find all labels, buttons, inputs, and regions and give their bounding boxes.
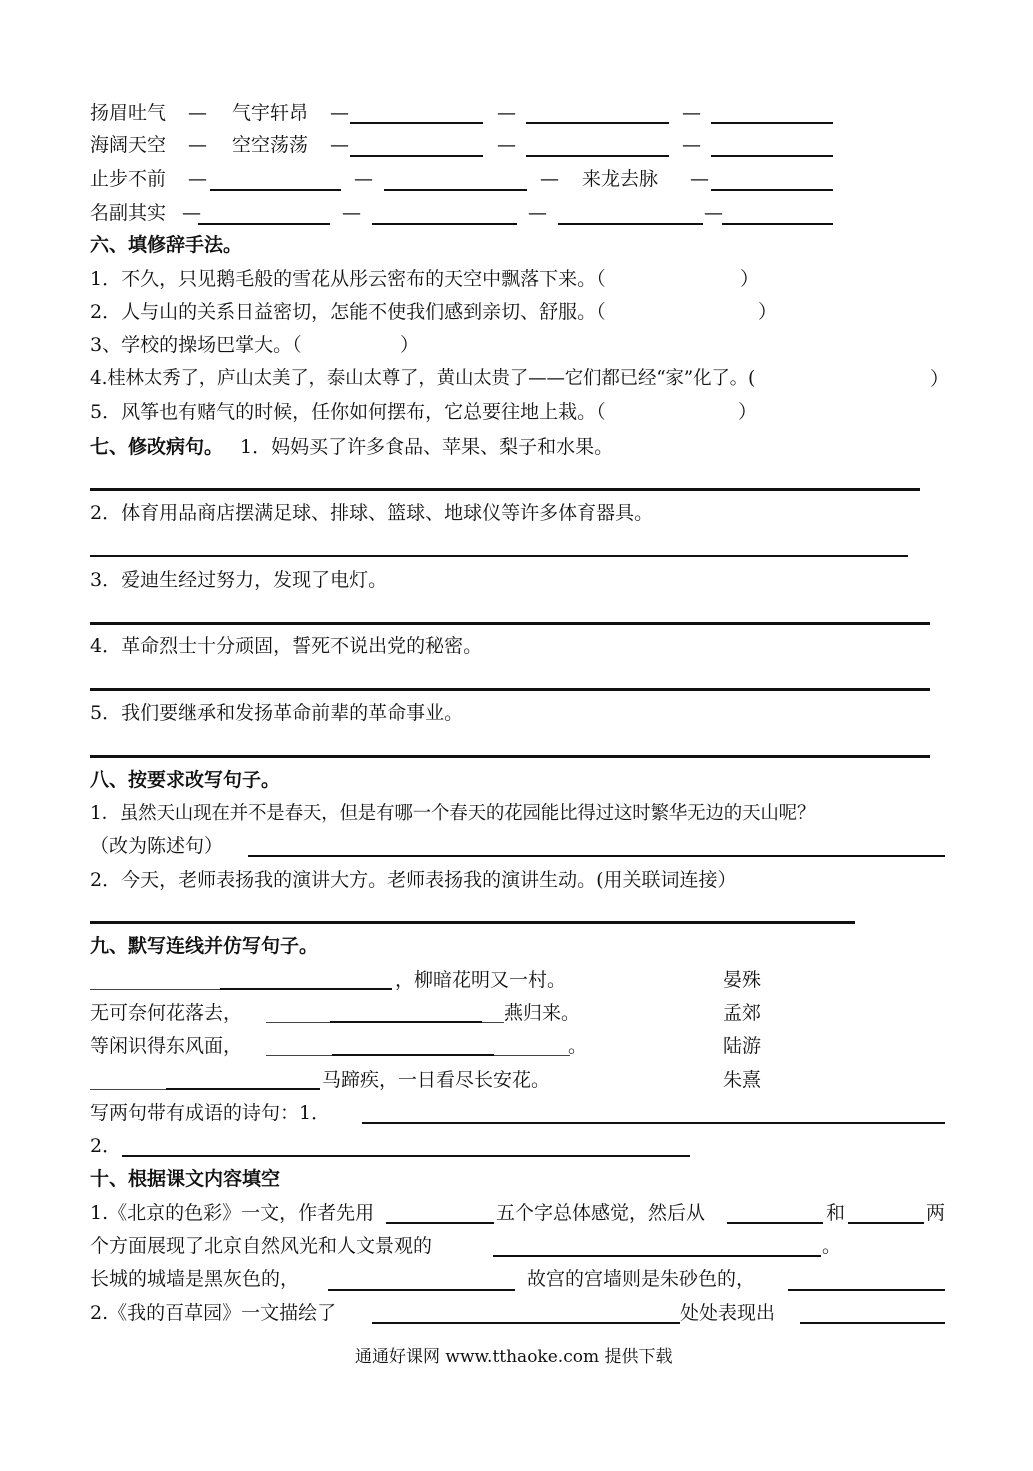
answer-blank-thin[interactable]: [482, 1022, 504, 1023]
dash: —: [704, 202, 723, 224]
close-paren: ）: [400, 334, 420, 356]
s6-q3: 3、学校的操场巴掌大。（: [90, 334, 302, 356]
s8-q2: 2．今天，老师表扬我的演讲大方。老师表扬我的演讲生动。(用关联词连接）: [90, 869, 737, 891]
s9-poem-1: ，柳暗花明又一村。: [395, 969, 567, 991]
author-4: 朱熹: [723, 1069, 762, 1091]
answer-blank[interactable]: [711, 122, 833, 124]
author-1: 晏殊: [723, 969, 762, 991]
dash: —: [690, 168, 709, 190]
answer-line[interactable]: [90, 555, 908, 557]
answer-blank[interactable]: [722, 223, 833, 225]
dash: —: [682, 102, 701, 124]
s7-q2: 2．体育用品商店摆满足球、排球、篮球、地球仪等许多体育器具。: [90, 502, 654, 524]
answer-blank[interactable]: [384, 189, 527, 191]
s8-q1: 1．虽然天山现在并不是春天，但是有哪一个春天的花园能比得过这时繁华无边的天山呢？: [90, 803, 816, 824]
s7-q5: 5．我们要继承和发扬革命前辈的革命事业。: [90, 702, 464, 724]
answer-blank[interactable]: [330, 1021, 482, 1023]
author-3: 陆游: [723, 1035, 762, 1057]
idiom-row-1-b: 气宇轩昂: [232, 102, 309, 124]
answer-blank[interactable]: [328, 1289, 515, 1291]
s9-poem-3b: 。: [568, 1035, 588, 1057]
answer-blank[interactable]: [727, 1222, 823, 1224]
idiom-row-2-a: 海阔天空: [90, 134, 167, 156]
answer-blank[interactable]: [711, 189, 833, 191]
answer-blank[interactable]: [386, 1222, 494, 1224]
answer-blank[interactable]: [558, 223, 703, 225]
s9-poem-4: 马蹄疾，一日看尽长安花。: [322, 1069, 551, 1091]
answer-line[interactable]: [248, 855, 945, 857]
dash: —: [182, 202, 201, 224]
answer-blank[interactable]: [526, 155, 669, 157]
answer-blank[interactable]: [166, 1088, 320, 1090]
dash: —: [497, 102, 516, 124]
answer-blank[interactable]: [526, 122, 669, 124]
answer-blank-thin[interactable]: [266, 1055, 332, 1056]
s7-q4: 4．革命烈士十分顽固，誓死不说出党的秘密。: [90, 635, 483, 657]
section-9-title: 九、默写连线并仿写句子。: [90, 935, 319, 957]
dash: —: [354, 168, 373, 190]
section-10-title: 十、根据课文内容填空: [90, 1168, 281, 1190]
dash: —: [330, 134, 349, 156]
answer-blank-thin[interactable]: [90, 1089, 166, 1090]
s10-line-4b: 处处表现出: [680, 1302, 776, 1324]
dash: —: [188, 168, 207, 190]
s10-line-1d: 两: [926, 1202, 946, 1224]
answer-blank[interactable]: [848, 1222, 924, 1224]
answer-blank[interactable]: [493, 1255, 821, 1257]
s6-q2: 2．人与山的关系日益密切，怎能不使我们感到亲切、舒服。（: [90, 301, 606, 323]
answer-blank-thin[interactable]: [266, 1022, 330, 1023]
dash: —: [188, 102, 207, 124]
answer-blank[interactable]: [711, 155, 833, 157]
s10-line-3a: 长城的城墙是黑灰色的，: [90, 1268, 300, 1290]
close-paren: ）: [740, 268, 760, 290]
author-2: 孟郊: [723, 1002, 762, 1024]
dash: —: [528, 202, 547, 224]
answer-blank[interactable]: [372, 1322, 680, 1324]
idiom-row-1-a: 扬眉吐气: [90, 102, 167, 124]
section-8-title: 八、按要求改写句子。: [90, 769, 281, 791]
dash: —: [330, 102, 349, 124]
answer-line[interactable]: [122, 1155, 690, 1157]
s10-line-2-end: 。: [822, 1235, 842, 1257]
dash: —: [540, 168, 559, 190]
s9-poem-3a: 等闲识得东风面，: [90, 1035, 243, 1057]
s6-q1: 1．不久，只见鹅毛般的雪花从彤云密布的天空中飘落下来。（: [90, 268, 606, 290]
idiom-row-4-a: 名副其实: [90, 202, 167, 224]
s10-line-3b: 故宫的宫墙则是朱砂色的，: [527, 1268, 756, 1290]
answer-blank[interactable]: [350, 122, 483, 124]
s9-prompt: 写两句带有成语的诗句：1．: [90, 1102, 331, 1124]
s10-line-1c: 和: [826, 1202, 846, 1224]
answer-blank-thin[interactable]: [90, 989, 220, 990]
dash: —: [682, 134, 701, 156]
answer-blank[interactable]: [332, 1054, 494, 1056]
answer-line[interactable]: [362, 1122, 945, 1124]
answer-blank[interactable]: [198, 223, 330, 225]
dash: —: [342, 202, 361, 224]
s10-line-4a: 2.《我的百草园》一文描绘了: [90, 1302, 337, 1324]
s10-line-1b: 五个字总体感觉，然后从: [496, 1202, 706, 1224]
answer-line[interactable]: [90, 688, 930, 691]
s8-q1-instruction: （改为陈述句）: [90, 835, 224, 857]
s6-q5: 5．风筝也有赌气的时候，任你如何摆布，它总要往地上栽。（: [90, 401, 606, 423]
close-paren: ）: [758, 301, 778, 323]
s10-line-2: 个方面展现了北京自然风光和人文景观的: [90, 1235, 433, 1257]
s7-q3: 3．爱迪生经过努力，发现了电灯。: [90, 569, 388, 591]
page-footer: 通通好课网 www.tthaoke.com 提供下载: [355, 1347, 673, 1367]
section-7-title: 七、修改病句。: [90, 436, 224, 458]
answer-blank[interactable]: [220, 988, 392, 990]
answer-line[interactable]: [90, 622, 930, 625]
s9-poem-2a: 无可奈何花落去，: [90, 1002, 243, 1024]
s6-q4: 4.桂林太秀了，庐山太美了，泰山太尊了，黄山太贵了——它们都已经“家”化了。(: [90, 368, 755, 389]
section-6-title: 六、填修辞手法。: [90, 234, 243, 256]
answer-blank[interactable]: [800, 1322, 945, 1324]
s10-line-1a: 1.《北京的色彩》一文，作者先用: [90, 1202, 375, 1224]
idiom-row-3-a: 止步不前: [90, 168, 167, 190]
answer-line[interactable]: [90, 755, 930, 758]
dash: —: [188, 134, 207, 156]
answer-blank[interactable]: [788, 1289, 945, 1291]
answer-blank-thin[interactable]: [494, 1055, 570, 1056]
answer-blank[interactable]: [210, 189, 341, 191]
answer-blank[interactable]: [350, 155, 483, 157]
idiom-row-2-b: 空空荡荡: [232, 134, 309, 156]
s9-poem-2b: 燕归来。: [504, 1002, 581, 1024]
idiom-row-3-b: 来龙去脉: [582, 168, 659, 190]
s9-prompt-2: 2．: [90, 1135, 122, 1157]
answer-line[interactable]: [90, 488, 920, 491]
dash: —: [497, 134, 516, 156]
answer-line[interactable]: [90, 921, 855, 924]
close-paren: ）: [930, 368, 950, 390]
answer-blank[interactable]: [372, 223, 517, 225]
s7-q1: 1．妈妈买了许多食品、苹果、梨子和水果。: [240, 436, 614, 458]
close-paren: ）: [738, 401, 758, 423]
